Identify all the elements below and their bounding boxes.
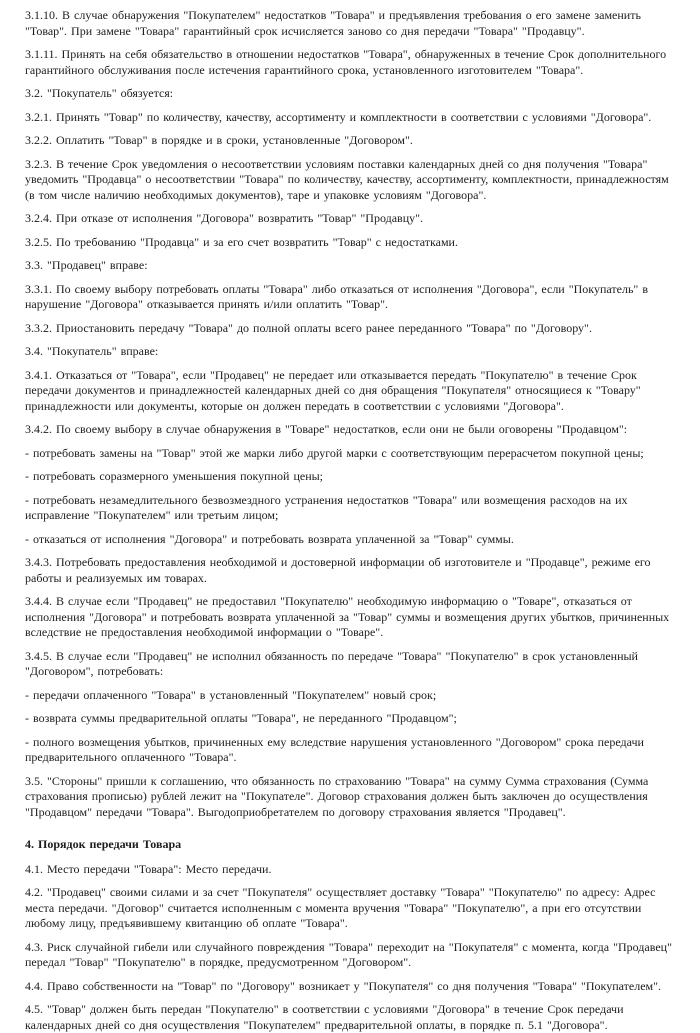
paragraph: 4.2. "Продавец" своими силами и за счет "Покупателя" осуществляет доставку "Товара" "Покупателю" по адресу: Адрес места передачи. "Договор" считается исполненным с момента вручения "Товара" "Покупателю", а при его отсутствии любому лицу, предъявившему квитанцию об оплате "Товара". (25, 885, 656, 930)
paragraph: 3.2.2. Оплатить "Товар" в порядке и в сроки, установленные "Договором". (25, 133, 413, 147)
paragraph: 3.4.5. В случае если "Продавец" не исполнил обязанность по передаче "Товара" "Покупателю" в срок установленный "Договором", потребовать: (25, 648, 638, 678)
paragraph: 3.1.10. В случае обнаружения "Покупателем" недостатков "Товара" и предъявления требования о его замене заменить "Товар". При замене "Товара" гарантийный срок исчисляется заново со дня передачи "Товара" "Продавцу". (25, 8, 641, 38)
paragraph: 3.1.11. Принять на себя обязательство в отношении недостатков "Товара", обнаруженных в течение Срок дополнительного гарантийного обслуживания после истечения гарантийного срока, установленного изготовителем "Товара". (25, 47, 667, 77)
paragraph: 3.3.2. Приостановить передачу "Товара" до полной оплаты всего ранее переданного "Товара" по "Договору". (25, 320, 592, 335)
paragraph: 3.2.5. По требованию "Продавца" и за его счет возвратить "Товар" с недостатками. (25, 234, 458, 249)
paragraph: - потребовать незамедлительного безвозмездного устранения недостатков "Товара" или возмещения расходов на их исправление "Покупателем" или третьим лицом; (25, 492, 628, 522)
paragraph: - отказаться от исполнения "Договора" и потребовать возврата уплаченной за "Товар" суммы. (25, 531, 514, 546)
paragraph: 3.3. "Продавец" вправе: (25, 258, 148, 272)
paragraph: 3.4.4. В случае если "Продавец" не предоставил "Покупателю" необходимую информацию о "Товаре", отказаться от исполнения "Договора" и потребовать возврата уплаченной за "Товар" суммы и возмещения других убытков, причиненных вследствие не предоставления необходимой информации о "Товаре". (25, 594, 670, 639)
section-heading: 4. Порядок передачи Товара (25, 837, 182, 851)
paragraph: 3.3.1. По своему выбору потребовать оплаты "Товара" либо отказаться от исполнения "Договора", если "Покупатель" в нарушение "Договора" отказывается принять и/или оплатить "Товар". (25, 281, 648, 311)
paragraph: - возврата суммы предварительной оплаты "Товара", не переданного "Продавцом"; (25, 711, 457, 725)
paragraph: 4.1. Место передачи "Товара": Место передачи. (25, 861, 272, 876)
paragraph: - потребовать соразмерного уменьшения покупной цены; (25, 469, 324, 483)
paragraph: 3.2.3. В течение Срок уведомления о несоответствии условиям поставки календарных дней со дня получения "Товара" уведомить "Продавца" о несоответствии "Товара" по количеству, качеству, ассортименту, комплектности, принадлежностям (в том числе наличию необходимых документов), таре и упаковке условиям "Договора". (25, 156, 669, 202)
paragraph: - потребовать замены на "Товар" этой же марки либо другой марки с соответствующим перерасчетом покупной цены; (25, 445, 644, 460)
paragraph: 3.4.3. Потребовать предоставления необходимой и достоверной информации об изготовителе и "Продавце", режиме его работы и реализуемых им товарах. (25, 555, 651, 585)
paragraph: - передачи оплаченного "Товара" в установленный "Покупателем" новый срок; (25, 687, 437, 702)
paragraph: 3.5. "Стороны" пришли к соглашению, что обязанность по страхованию "Товара" на сумму Сумма страхования (Сумма страхования прописью) рублей лежит на "Покупателе". Договор страхования должен быть заключен до осуществления "Продавцом" передачи "Товара". Выгодоприобретателем по договору страхования является "Продавец". (25, 773, 649, 819)
paragraph: 3.4.2. По своему выбору в случае обнаружения в "Товаре" недостатков, если они не были оговорены "Продавцом": (25, 422, 628, 436)
paragraph: 3.4.1. Отказаться от "Товара", если "Продавец" не передает или отказывается передать "Покупателю" в течение Срок передачи документов и принадлежностей календарных дней со дня обращения "Покупателя" относящиеся к "Товару" принадлежности или документы, которые он должен передать в соответствии с условиями "Договора". (25, 367, 641, 413)
document-content (25, 8, 678, 1033)
paragraph: 3.2.1. Принять "Товар" по количеству, качеству, ассортименту и комплектности в соответствии с условиями "Договора". (25, 109, 652, 124)
paragraph: - полного возмещения убытков, причиненных ему вследствие нарушения установленного "Договором" срока передачи предварительного оплаченного "Товара". (25, 734, 644, 764)
paragraph: 4.3. Риск случайной гибели или случайного повреждения "Товара" переходит на "Покупателя" с момента, когда "Продавец" передал "Товар" "Покупателю" в порядке, предусмотренном "Договором". (25, 939, 672, 969)
paragraph: 3.4. "Покупатель" вправе: (25, 344, 159, 358)
paragraph: 4.5. "Товар" должен быть передан "Покупателю" в соответствии с условиями "Договора" в течение Срок передачи календарных дней со дня осуществления "Покупателем" предварительной оплаты, в порядке п. 5.1 "Договора". (25, 1002, 624, 1032)
paragraph: 4.4. Право собственности на "Товар" по "Договору" возникает у "Покупателя" со дня получения "Товара" "Покупателем". (25, 978, 662, 993)
paragraph: 3.2.4. При отказе от исполнения "Договора" возвратить "Товар" "Продавцу". (25, 211, 424, 225)
paragraph: 3.2. "Покупатель" обязуется: (25, 86, 174, 100)
